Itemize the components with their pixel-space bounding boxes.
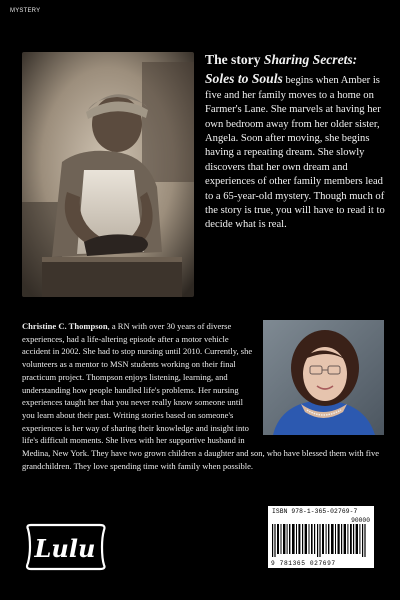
story-body: begins when Amber is five and her family moves to a home on Farmer's Lane. She marvels at having her own bedroom away from her older sister, Angela. Soon after moving, she begins having a repeating dream. She slowly discovers that her own dream and experiences of other family members lead to a 65-year-old mystery. Though much of the story is true, you will have to read it to decide what is real. [205, 75, 385, 231]
author-photo [263, 320, 384, 435]
barcode-panel [268, 506, 374, 568]
author-bio-text: , a RN with over 30 years of diverse experiences, had a life-altering episode after a motor vehicle accident in 2002. She had to stop nursing until 2010. Currently, she volunteers as a mentor to MSN students working on their final practicum project. Thompson enjoys listening, learning, and understanding how people handled life's problems. Her nursing experiences taught her that you never really know someone until you learn about their past. Writing stories based on someone's experiences is her way of sharing their knowledge and insight into life's difficult moments. She lives with her supportive husband in Medina, New York. They have two grown children a daughter and son, who have blessed them with five grandchildren. They love spending time with family when possible. [22, 321, 380, 471]
barcode-bars [272, 524, 370, 557]
story-blurb [205, 50, 387, 233]
story-lead-prefix: The story [205, 52, 264, 67]
cobbler-photo [22, 52, 194, 297]
genre-label: MYSTERY [10, 8, 41, 14]
lulu-logo [22, 523, 108, 571]
barcode-digits: 9 781365 027697 [271, 560, 336, 567]
author-bio [22, 320, 384, 472]
author-name: Christine C. Thompson [22, 321, 108, 331]
book-title: Sharing Secrets: Soles to Souls [205, 52, 358, 87]
lulu-logo-text: Lulu [34, 534, 96, 563]
isbn-text: ISBN 978-1-365-02769-7 [272, 508, 358, 515]
author-photo-wrap [261, 320, 384, 443]
price-code: 90000 [351, 517, 370, 524]
